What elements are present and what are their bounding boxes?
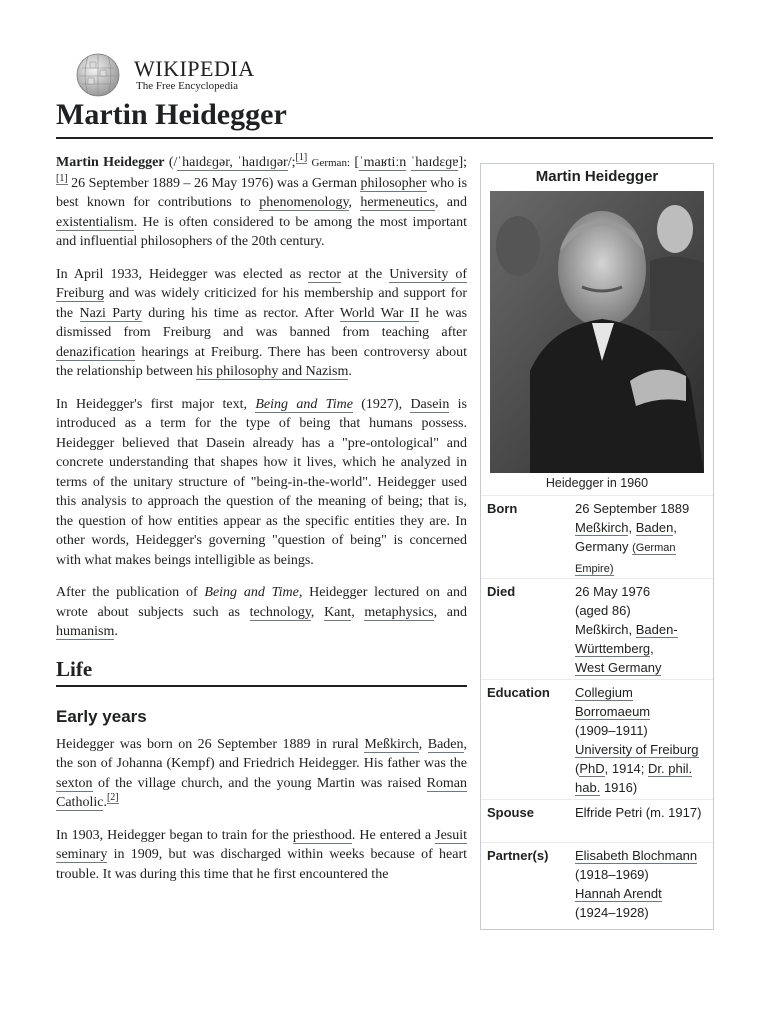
wikipedia-globe-icon	[74, 52, 122, 98]
jesuit-link[interactable]: Jesuit	[435, 827, 468, 843]
subject-name: Martin Heidegger	[56, 155, 165, 170]
infobox-label: Partner(s)	[487, 848, 549, 863]
german-empire-link[interactable]: (German Empire)	[575, 542, 676, 575]
infobox-title: Martin Heidegger	[535, 168, 659, 185]
infobox-row-partners	[481, 842, 713, 929]
roman-catholic-link[interactable]: Roman Catholic	[56, 775, 468, 810]
infobox-label: Education	[487, 685, 550, 700]
priesthood-link[interactable]: priesthood	[292, 827, 352, 843]
infobox-value: Collegium Borromaeum (1909–1911) University of Freiburg (PhD, 1914; Dr. phil. hab. 1916)	[575, 685, 699, 795]
west-germany-link[interactable]: West Germany	[575, 660, 662, 675]
article-body	[56, 153, 467, 897]
portrait-photo[interactable]	[490, 191, 704, 473]
paragraph: After the publication of Being and Time, Heidegger lectured on and wrote about subjects such as technology, Kant, metaphysics, and humanism.	[56, 585, 468, 639]
kant-link[interactable]: Kant	[324, 604, 352, 620]
infobox-value: 26 May 1976 (aged 86) Meßkirch, Baden-Württemberg, West Germany	[575, 584, 678, 675]
infobox-row-education	[481, 679, 713, 800]
ipa-link[interactable]: ˈhaɪdɛɡər, ˈhaɪdɪɡər	[177, 155, 288, 170]
being-and-time-link[interactable]: Being and Time	[255, 396, 353, 412]
phenomenology-link[interactable]: phenomenology	[259, 195, 349, 210]
ref-link[interactable]: [2]	[106, 792, 119, 804]
infobox-row-born	[481, 495, 713, 578]
baden-link[interactable]: Baden	[635, 520, 674, 535]
paragraph: Heidegger was born on 26 September 1889 in rural Meßkirch, Baden, the son of Johanna (Kempf) and Friedrich Heidegger. His father was the sexton of the village church, and the young Martin was raised Roman Catholic.[2]	[56, 736, 468, 810]
philosophy-and-nazism-link[interactable]: his philosophy and Nazism	[196, 364, 349, 379]
existentialism-link[interactable]: existentialism	[56, 214, 134, 230]
ipa-german-last-link[interactable]: ˈhaɪdɛɡɐ	[410, 155, 459, 170]
infobox-value: Elfride Petri (m. 1917)	[575, 805, 702, 820]
baden-link[interactable]: Baden	[427, 736, 464, 752]
metaphysics-link[interactable]: metaphysics	[364, 604, 434, 620]
infobox-value: 26 September 1889 Meßkirch, Baden, Germany (German Empire)	[575, 501, 690, 575]
infobox-row-spouse	[481, 799, 713, 842]
collegium-borromaeum-link[interactable]: Collegium Borromaeum	[575, 685, 651, 719]
infobox-row-died	[481, 578, 713, 679]
infobox-label: Spouse	[487, 805, 534, 820]
university-of-freiburg-link[interactable]: University of Freiburg	[575, 742, 699, 757]
hannah-arendt-link[interactable]: Hannah Arendt	[575, 886, 662, 901]
photo-caption: Heidegger in 1960	[545, 476, 649, 490]
nazi-party-link[interactable]: Nazi Party	[79, 305, 142, 321]
wikipedia-logo[interactable]	[74, 52, 254, 98]
technology-link[interactable]: technology	[249, 604, 311, 620]
ref-link[interactable]: [1]	[295, 152, 308, 164]
german-label: German:	[311, 157, 350, 169]
sexton-link[interactable]: sexton	[56, 775, 93, 791]
page-title: Martin Heidegger	[56, 98, 287, 131]
baden-wurttemberg-link[interactable]: Baden-Württemberg	[575, 622, 678, 656]
ipa-german-first-link[interactable]: ˈmaʁtiːn	[359, 155, 407, 170]
humanism-link[interactable]: humanism	[56, 624, 115, 639]
dasein-link[interactable]: Dasein	[410, 396, 450, 412]
paragraph: In 1903, Heidegger began to train for the priesthood. He entered a Jesuit seminary in 1909, but was discharged within weeks because of heart trouble. It was during this time that he first encountered the	[56, 827, 468, 882]
philosopher-link[interactable]: philosopher	[360, 175, 427, 191]
section-heading-life: Life	[56, 660, 467, 688]
subsection-heading-early-years: Early years	[56, 707, 147, 726]
infobox	[480, 163, 714, 930]
hermeneutics-link[interactable]: hermeneutics	[360, 195, 435, 210]
infobox-label: Born	[487, 501, 518, 516]
habilitation-link[interactable]: Dr. phil. hab.	[575, 761, 693, 795]
wikipedia-tagline: The Free Encyclopedia	[136, 80, 239, 92]
book-title: Being and Time	[204, 585, 299, 600]
rector-link[interactable]: rector	[308, 266, 342, 282]
elisabeth-blochmann-link[interactable]: Elisabeth Blochmann	[575, 848, 698, 863]
university-of-freiburg-link[interactable]: University of Freiburg	[56, 266, 468, 301]
paragraph: In Heidegger's first major text, Being and Time (1927), Dasein is introduced as a term for the type of being that humans possess. Heidegger believed that Dasein already has a "pre-ontological" and concrete understanding that shapes how it lives, which he analyzed in terms of the unitary structure of "being-in-the-world". Heidegger used this analysis to approach the question of the meaning of being; that is, the question of how entities appear as the specific entities they are. In other words, Heidegger's governing "question of being" is concerned with what makes beings intelligible as beings.	[56, 396, 468, 568]
infobox-label: Died	[487, 584, 516, 599]
world-war-ii-link[interactable]: World War II	[339, 305, 420, 321]
wikipedia-wordmark: WIKIPEDIA	[134, 56, 255, 81]
denazification-link[interactable]: denazification	[56, 344, 136, 360]
seminary-link[interactable]: seminary	[56, 847, 108, 862]
ref-link[interactable]: [1]	[56, 172, 68, 184]
infobox-value: Elisabeth Blochmann (1918–1969) Hannah Arendt (1924–1928)	[575, 848, 698, 920]
intro-paragraph: Martin Heidegger (/ˈhaɪdɛɡər, ˈhaɪdɪɡər/;[1] German: [ˈmaʁtiːn ˈhaɪdɛɡɐ];[1] 26 September 1889 – 26 May 1976) was a German philosopher who is best known for contributions to phenomenology, hermeneutics, and existentialism. He is often considered to be among the most important and influential philosophers of the 20th century.	[56, 152, 468, 249]
paragraph: In April 1933, Heidegger was elected as rector at the University of Freiburg and was widely criticized for his membership and support for the Nazi Party during his time as rector. After World War II he was dismissed from Freiburg and was banned from teaching after denazification hearings at Freiburg. There has been controversy about the relationship between his philosophy and Nazism.	[56, 266, 468, 379]
messkirch-link[interactable]: Meßkirch	[364, 736, 419, 752]
messkirch-link[interactable]: Meßkirch	[575, 520, 629, 535]
title-divider	[56, 137, 713, 139]
phd-link[interactable]: PhD	[579, 761, 605, 776]
